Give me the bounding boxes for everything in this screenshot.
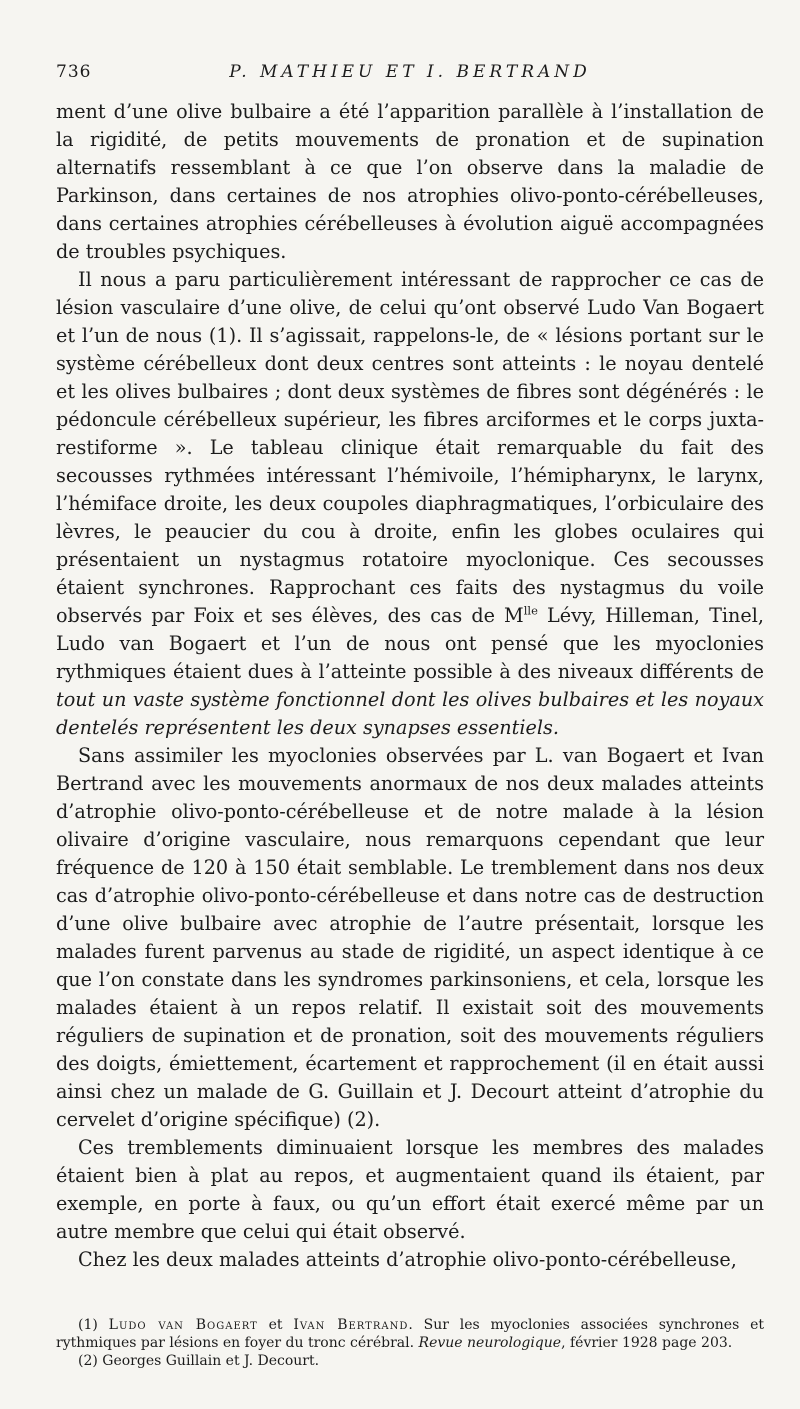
paragraph-2-text-b: Lévy, Hilleman, Tinel, Ludo van Bogaert et l’un de nous ont pensé que les myoclonies rythmiques étaient dues à l’atteinte possible à des niveaux différents de [56,604,764,683]
footnote-2: (2) Georges Guillain et J. Decourt. [78,1353,320,1369]
footnote-1-number: (1) [78,1317,109,1333]
paragraph-2 [56,266,764,742]
page-number: 736 [56,62,92,82]
paragraph-5: Chez les deux malades atteints d’atrophie olivo-ponto-cérébelleuse, [78,1248,737,1271]
paragraph-2-text-a: Il nous a paru particulièrement intéressant de rapprocher ce cas de lésion vasculaire d’une olive, de celui qu’ont observé Ludo Van Bogaert et l’un de nous (1). Il s’agissait, rappelons-le, de « lésions portant sur le système cérébelleux dont deux centres sont atteints : le noyau dentelé et les olives bulbaires ; dont deux systèmes de fibres sont dégénérés : le pédoncule cérébelleux supérieur, les fibres arciformes et le corps juxta-restiforme ». Le tableau clinique était remarquable du fait des secousses rythmées intéressant l’hémivoile, l’hémipharynx, le larynx, l’hémiface droite, les deux coupoles diaphragmatiques, l’orbiculaire des lèvres, le peaucier du cou à droite, enfin les globes oculaires qui présentaient un nystagmus rotatoire myoclonique. Ces secousses étaient synchrones. Rapprochant ces faits des nystagmus du voile observés par Foix et ses élèves, des cas de M [56,268,764,627]
footnote-1-and: et [257,1317,294,1333]
paragraph-3: Sans assimiler les myoclonies observées par L. van Bogaert et Ivan Bertrand avec les mouvements anormaux de nos deux malades atteints d’atrophie olivo-ponto-cérébelleuse et de notre malade à la lésion olivaire d’origine vasculaire, nous remarquons cependant que leur fréquence de 120 à 150 était semblable. Le tremblement dans nos deux cas d’atrophie olivo-ponto-cérébelleuse et dans notre cas de destruction d’une olive bulbaire avec atrophie de l’autre présentait, lorsque les malades furent parvenus au stade de rigidité, un aspect identique à ce que l’on constate dans les syndromes parkinsoniens, et cela, lorsque les malades étaient à un repos relatif. Il existait soit des mouvements réguliers de supination et de pronation, soit des mouvements réguliers des doigts, émiettement, écartement et rapprochement (il en était aussi ainsi chez un malade de G. Guillain et J. Decourt atteint d’atrophie du cervelet d’origine spécifique) (2). [56,744,764,1131]
running-title: P. MATHIEU ET I. BERTRAND [229,62,591,82]
running-head [56,62,764,92]
footnote-1-author-2: Ivan Bertrand [293,1317,409,1333]
paragraph-1: ment d’une olive bulbaire a été l’apparition parallèle à l’installation de la rigidité, de petits mouvements de pronation et de supination alternatifs ressemblant à ce que l’on observe dans la maladie de Parkinson, dans certaines de nos atrophies olivo-ponto-cérébelleuses, dans certaines atrophies cérébelleuses à évolution aiguë accompagnées de troubles psychiques. [56,100,764,263]
paragraph-2-superscript: lle [523,603,538,618]
paragraph-4: Ces tremblements diminuaient lorsque les membres des malades étaient bien à plat au repos, et augmentaient quand ils étaient, par exemple, en porte à faux, ou qu’un effort était exercé même par un autre membre que celui qui était observé. [56,1136,764,1243]
footnote-1-text: . Sur les myoclonies associées synchrones et rythmiques par lésions en foyer du tronc cérébral. [56,1317,765,1351]
footnote-1-journal: Revue neurologique [418,1335,562,1351]
footnote-1 [56,1316,764,1352]
paragraph-2-italic: tout un vaste système fonctionnel dont les olives bulbaires et les noyaux dentelés représentent les deux synapses essentiels. [56,688,764,739]
footnote-1-author: Ludo van Bogaert [108,1317,258,1333]
body-text [56,98,764,1274]
footnotes [56,1316,764,1370]
footnote-1-tail: , février 1928 page 203. [561,1335,733,1351]
